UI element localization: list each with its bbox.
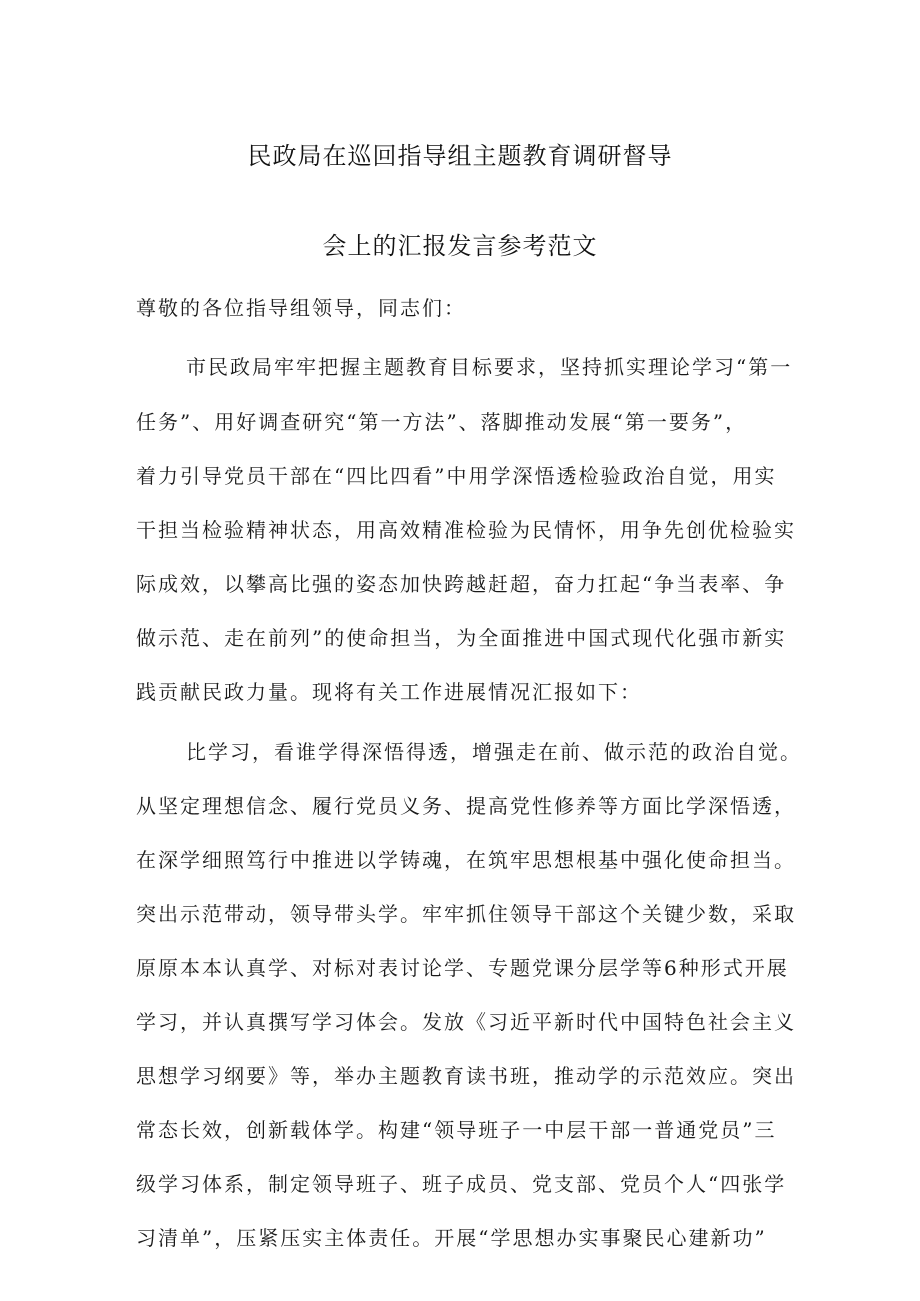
paragraph-1-line: 着力引导党员干部在“四比四看”中用学深悟透检验政治自觉，用实 (136, 464, 777, 488)
paragraph-2-line: 级学习体系，制定领导班子、班子成员、党支部、党员个人“四张学 (136, 1172, 787, 1196)
paragraph-2-line: 常态长效，创新载体学。构建“领导班子一中层干部一普通党员”三 (136, 1118, 777, 1142)
paragraph-1-line: 市民政局牢牢把握主题教育目标要求，坚持抓实理论学习“第一 (186, 355, 793, 379)
paragraph-2-line: 突出示范带动，领导带头学。牢牢抓住领导干部这个关键少数，采取 (136, 902, 796, 926)
paragraph-2-line: 在深学细照笃行中推进以学铸魂，在筑牢思想根基中强化使命担当。 (136, 848, 796, 872)
paragraph-1-line: 干担当检验精神状态，用高效精准检验为民情怀，用争先创优检验实 (136, 518, 796, 542)
paragraph-2-line: 从坚定理想信念、履行党员义务、提高党性修养等方面比学深悟透， (136, 794, 796, 818)
paragraph-2-line: 比学习，看谁学得深悟得透，增强走在前、做示范的政治自觉。 (186, 740, 802, 764)
greeting-line: 尊敬的各位指导组领导，同志们： (136, 296, 466, 320)
paragraph-2-line: 原原本本认真学、对标对表讨论学、专题党课分层学等6种形式开展 (136, 956, 789, 980)
paragraph-2-line: 思想学习纲要》等，举办主题教育读书班，推动学的示范效应。突出 (136, 1064, 796, 1088)
document-title-line-1: 民政局在巡回指导组主题教育调研督导 (247, 142, 673, 170)
paragraph-1-line: 做示范、走在前列”的使命担当，为全面推进中国式现代化强市新实 (136, 626, 787, 650)
paragraph-1-line: 际成效，以攀高比强的姿态加快跨越赶超，奋力扛起“争当表率、争 (136, 572, 787, 596)
document-title-line-2: 会上的汇报发言参考范文 (322, 232, 598, 260)
paragraph-1-line: 任务”、用好调查研究“第一方法”、落脚推动发展“第一要务”， (136, 410, 748, 434)
paragraph-1-line: 践贡献民政力量。现将有关工作进展情况汇报如下： (136, 680, 642, 704)
paragraph-2-line: 习清单”，压紧压实主体责任。开展“学思想办实事聚民心建新功” (136, 1226, 767, 1250)
paragraph-2-line: 学习，并认真撰写学习体会。发放《习近平新时代中国特色社会主义 (136, 1010, 796, 1034)
